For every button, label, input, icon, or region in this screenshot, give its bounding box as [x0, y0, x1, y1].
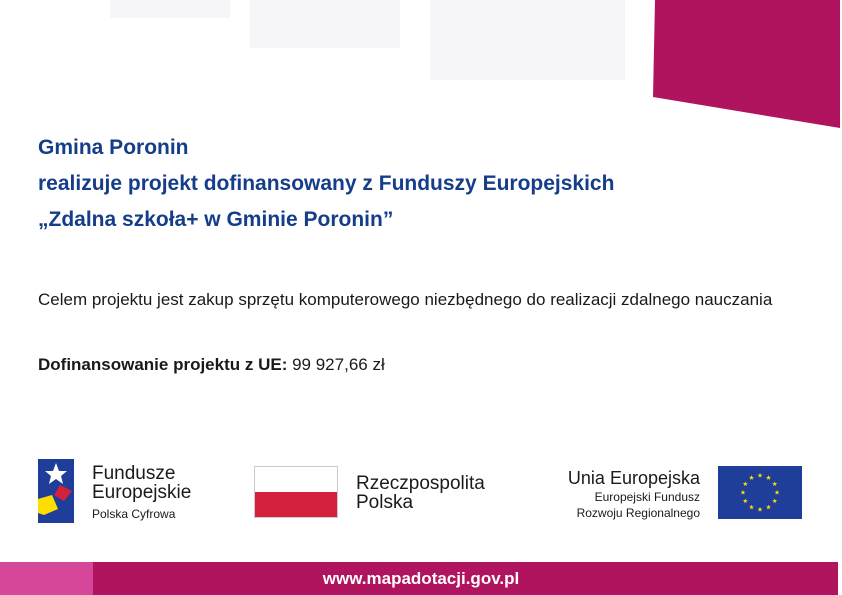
municipality-name: Gmina Poronin: [38, 136, 189, 159]
fe-line-3: Polska Cyfrowa: [92, 507, 176, 521]
funding-info: [38, 350, 385, 379]
ue-line-3: Rozwoju Regionalnego: [576, 506, 700, 520]
fe-line-1: Fundusze: [92, 463, 176, 484]
footer-bar: [0, 562, 842, 595]
project-heading: [38, 130, 614, 238]
funding-value: 99 927,66 zł: [292, 355, 385, 374]
project-description: Celem projektu jest zakup sprzętu komputerowego niezbędnego do realizacji zdalnego nauczania: [38, 290, 773, 309]
polish-flag-icon: [254, 466, 338, 518]
fe-line-2: Europejskie: [92, 482, 192, 503]
project-title: „Zdalna szkoła+ w Gminie Poronin”: [38, 208, 394, 231]
rp-line-2: Polska: [356, 492, 414, 513]
project-statement: realizuje projekt dofinansowany z Funduszy Europejskich: [38, 172, 615, 195]
rp-line-1: Rzeczpospolita: [356, 473, 485, 494]
funding-label: Dofinansowanie projektu z UE:: [38, 355, 288, 374]
ue-line-2: Europejski Fundusz: [594, 490, 700, 504]
rzeczpospolita-text: [356, 474, 485, 512]
unia-europejska-text: [568, 467, 700, 521]
ue-line-1: Unia Europejska: [567, 468, 700, 488]
fundusze-europejskie-text: [92, 464, 191, 522]
fundusze-europejskie-logo-icon: [36, 455, 76, 525]
eu-flag-icon: [718, 466, 802, 519]
corner-decoration: [0, 0, 842, 140]
footer-url: www.mapadotacji.gov.pl: [322, 569, 520, 588]
